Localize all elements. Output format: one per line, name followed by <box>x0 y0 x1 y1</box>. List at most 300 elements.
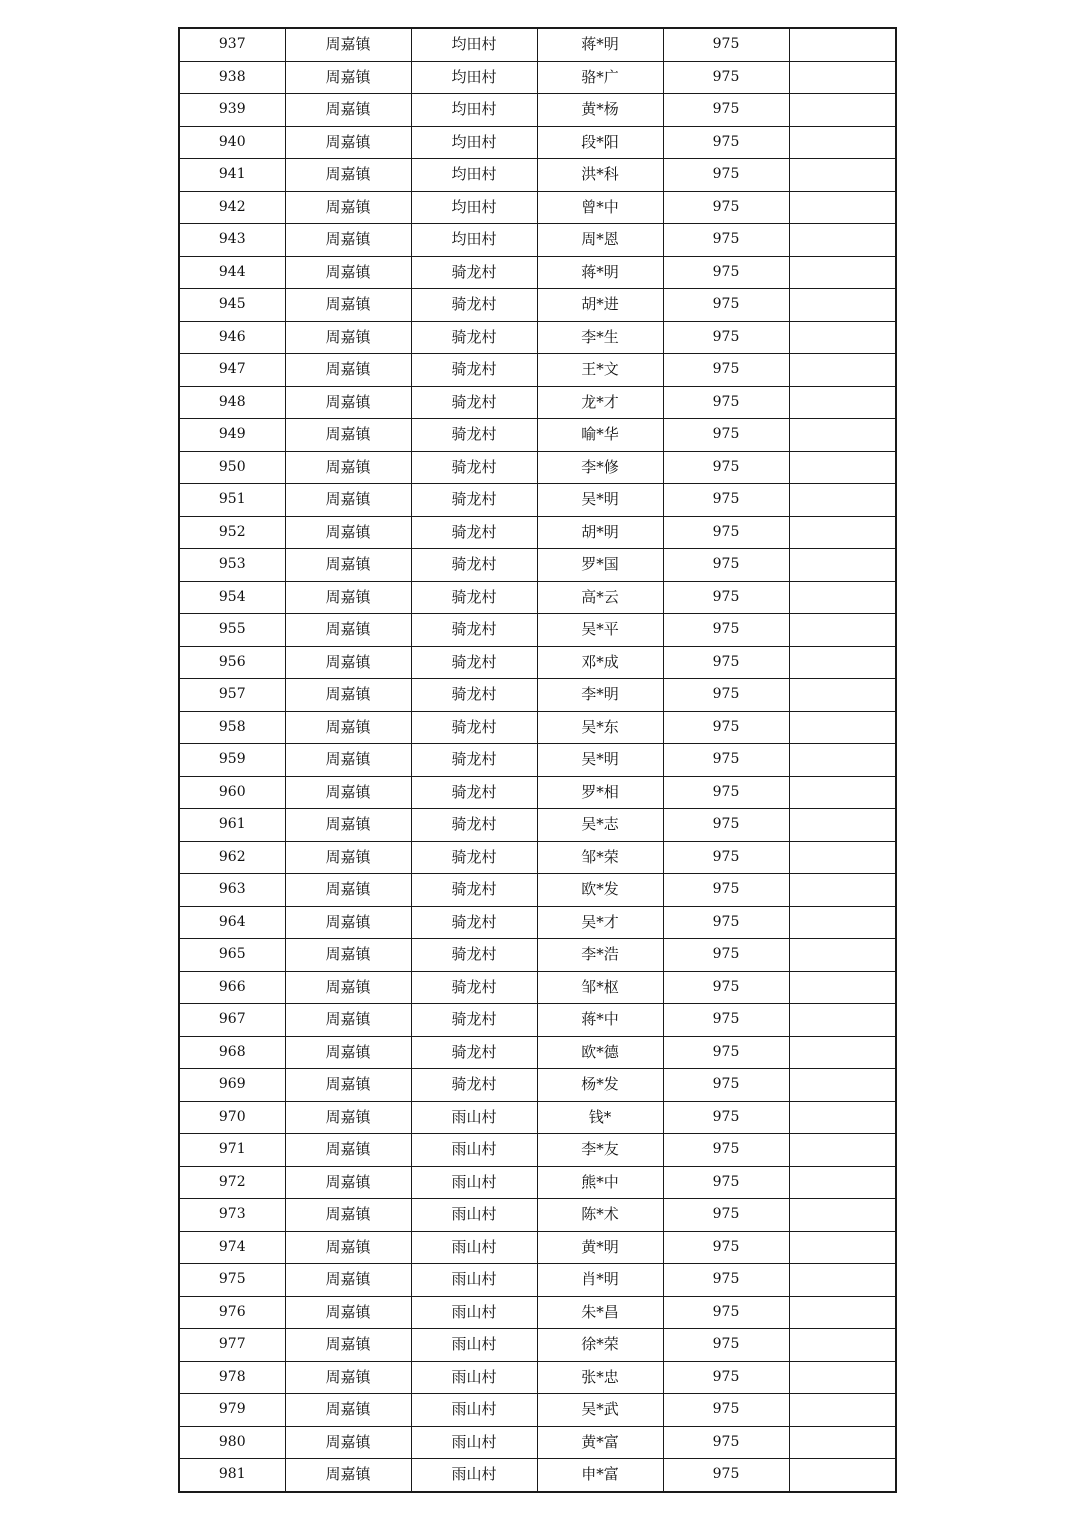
table-row <box>179 126 896 159</box>
table-row <box>179 1264 896 1297</box>
town-cell: 周嘉镇 <box>285 1004 411 1037</box>
table-row <box>179 354 896 387</box>
remarks-cell <box>789 1101 896 1134</box>
village-cell: 雨山村 <box>411 1231 537 1264</box>
table-row <box>179 1426 896 1459</box>
table-row <box>179 61 896 94</box>
village-cell: 均田村 <box>411 191 537 224</box>
remarks-cell <box>789 1231 896 1264</box>
serial-number-cell: 939 <box>179 94 285 127</box>
person-name-cell: 王*文 <box>537 354 663 387</box>
table-row <box>179 289 896 322</box>
village-cell: 雨山村 <box>411 1101 537 1134</box>
amount-cell: 975 <box>663 1394 789 1427</box>
person-name-cell: 欧*德 <box>537 1036 663 1069</box>
village-cell: 均田村 <box>411 28 537 61</box>
town-cell: 周嘉镇 <box>285 1166 411 1199</box>
town-cell: 周嘉镇 <box>285 614 411 647</box>
person-name-cell: 吴*明 <box>537 744 663 777</box>
person-name-cell: 申*富 <box>537 1459 663 1492</box>
person-name-cell: 洪*科 <box>537 159 663 192</box>
amount-cell: 975 <box>663 1264 789 1297</box>
town-cell: 周嘉镇 <box>285 776 411 809</box>
serial-number-cell: 949 <box>179 419 285 452</box>
amount-cell: 975 <box>663 159 789 192</box>
remarks-cell <box>789 971 896 1004</box>
village-cell: 均田村 <box>411 61 537 94</box>
village-cell: 骑龙村 <box>411 841 537 874</box>
town-cell: 周嘉镇 <box>285 419 411 452</box>
person-name-cell: 肖*明 <box>537 1264 663 1297</box>
amount-cell: 975 <box>663 1134 789 1167</box>
amount-cell: 975 <box>663 386 789 419</box>
person-name-cell: 吴*平 <box>537 614 663 647</box>
remarks-cell <box>789 191 896 224</box>
town-cell: 周嘉镇 <box>285 711 411 744</box>
amount-cell: 975 <box>663 906 789 939</box>
remarks-cell <box>789 874 896 907</box>
amount-cell: 975 <box>663 28 789 61</box>
remarks-cell <box>789 386 896 419</box>
person-name-cell: 李*友 <box>537 1134 663 1167</box>
serial-number-cell: 964 <box>179 906 285 939</box>
table-row <box>179 1134 896 1167</box>
table-row <box>179 809 896 842</box>
table-row <box>179 419 896 452</box>
table-row <box>179 191 896 224</box>
remarks-cell <box>789 1004 896 1037</box>
town-cell: 周嘉镇 <box>285 906 411 939</box>
remarks-cell <box>789 159 896 192</box>
village-cell: 骑龙村 <box>411 321 537 354</box>
table-row <box>179 776 896 809</box>
person-name-cell: 段*阳 <box>537 126 663 159</box>
town-cell: 周嘉镇 <box>285 386 411 419</box>
person-name-cell: 胡*进 <box>537 289 663 322</box>
village-cell: 雨山村 <box>411 1329 537 1362</box>
village-cell: 雨山村 <box>411 1166 537 1199</box>
village-cell: 骑龙村 <box>411 744 537 777</box>
amount-cell: 975 <box>663 1426 789 1459</box>
remarks-cell <box>789 126 896 159</box>
person-name-cell: 杨*发 <box>537 1069 663 1102</box>
serial-number-cell: 970 <box>179 1101 285 1134</box>
table-row <box>179 549 896 582</box>
serial-number-cell: 955 <box>179 614 285 647</box>
amount-cell: 975 <box>663 1199 789 1232</box>
town-cell: 周嘉镇 <box>285 1199 411 1232</box>
village-cell: 雨山村 <box>411 1199 537 1232</box>
serial-number-cell: 966 <box>179 971 285 1004</box>
town-cell: 周嘉镇 <box>285 1264 411 1297</box>
village-cell: 骑龙村 <box>411 1036 537 1069</box>
table-row <box>179 321 896 354</box>
remarks-cell <box>789 224 896 257</box>
amount-cell: 975 <box>663 1101 789 1134</box>
person-name-cell: 吴*东 <box>537 711 663 744</box>
village-cell: 骑龙村 <box>411 1004 537 1037</box>
remarks-cell <box>789 419 896 452</box>
remarks-cell <box>789 321 896 354</box>
table-row <box>179 1394 896 1427</box>
village-cell: 骑龙村 <box>411 289 537 322</box>
table-row <box>179 1101 896 1134</box>
person-name-cell: 邹*枢 <box>537 971 663 1004</box>
remarks-cell <box>789 28 896 61</box>
village-cell: 骑龙村 <box>411 614 537 647</box>
serial-number-cell: 952 <box>179 516 285 549</box>
town-cell: 周嘉镇 <box>285 1296 411 1329</box>
town-cell: 周嘉镇 <box>285 939 411 972</box>
amount-cell: 975 <box>663 711 789 744</box>
serial-number-cell: 944 <box>179 256 285 289</box>
town-cell: 周嘉镇 <box>285 354 411 387</box>
village-cell: 骑龙村 <box>411 711 537 744</box>
town-cell: 周嘉镇 <box>285 94 411 127</box>
amount-cell: 975 <box>663 646 789 679</box>
table-row <box>179 256 896 289</box>
amount-cell: 975 <box>663 1036 789 1069</box>
person-name-cell: 黄*明 <box>537 1231 663 1264</box>
village-cell: 均田村 <box>411 126 537 159</box>
village-cell: 骑龙村 <box>411 484 537 517</box>
town-cell: 周嘉镇 <box>285 1134 411 1167</box>
serial-number-cell: 938 <box>179 61 285 94</box>
village-cell: 雨山村 <box>411 1296 537 1329</box>
remarks-cell <box>789 484 896 517</box>
person-name-cell: 吴*志 <box>537 809 663 842</box>
remarks-cell <box>789 94 896 127</box>
table-row <box>179 744 896 777</box>
serial-number-cell: 978 <box>179 1361 285 1394</box>
table-row <box>179 1459 896 1492</box>
serial-number-cell: 967 <box>179 1004 285 1037</box>
table-row <box>179 94 896 127</box>
remarks-cell <box>789 1069 896 1102</box>
remarks-cell <box>789 516 896 549</box>
table-row <box>179 1036 896 1069</box>
remarks-cell <box>789 809 896 842</box>
village-cell: 雨山村 <box>411 1394 537 1427</box>
town-cell: 周嘉镇 <box>285 1426 411 1459</box>
town-cell: 周嘉镇 <box>285 484 411 517</box>
town-cell: 周嘉镇 <box>285 971 411 1004</box>
remarks-cell <box>789 1036 896 1069</box>
serial-number-cell: 959 <box>179 744 285 777</box>
table-row <box>179 1361 896 1394</box>
person-name-cell: 徐*荣 <box>537 1329 663 1362</box>
serial-number-cell: 945 <box>179 289 285 322</box>
remarks-cell <box>789 1166 896 1199</box>
serial-number-cell: 972 <box>179 1166 285 1199</box>
person-name-cell: 罗*国 <box>537 549 663 582</box>
roster-table-body <box>179 28 896 1492</box>
table-row <box>179 679 896 712</box>
person-name-cell: 邹*荣 <box>537 841 663 874</box>
remarks-cell <box>789 711 896 744</box>
serial-number-cell: 969 <box>179 1069 285 1102</box>
person-name-cell: 龙*才 <box>537 386 663 419</box>
town-cell: 周嘉镇 <box>285 549 411 582</box>
serial-number-cell: 946 <box>179 321 285 354</box>
table-row <box>179 516 896 549</box>
person-name-cell: 欧*发 <box>537 874 663 907</box>
table-row <box>179 484 896 517</box>
village-cell: 骑龙村 <box>411 809 537 842</box>
town-cell: 周嘉镇 <box>285 224 411 257</box>
village-cell: 骑龙村 <box>411 874 537 907</box>
serial-number-cell: 961 <box>179 809 285 842</box>
table-row <box>179 906 896 939</box>
town-cell: 周嘉镇 <box>285 679 411 712</box>
amount-cell: 975 <box>663 1361 789 1394</box>
table-row <box>179 159 896 192</box>
amount-cell: 975 <box>663 1459 789 1492</box>
table-row <box>179 939 896 972</box>
remarks-cell <box>789 549 896 582</box>
person-name-cell: 张*忠 <box>537 1361 663 1394</box>
table-row <box>179 1231 896 1264</box>
village-cell: 骑龙村 <box>411 256 537 289</box>
amount-cell: 975 <box>663 614 789 647</box>
amount-cell: 975 <box>663 776 789 809</box>
town-cell: 周嘉镇 <box>285 1329 411 1362</box>
town-cell: 周嘉镇 <box>285 1069 411 1102</box>
table-row <box>179 971 896 1004</box>
town-cell: 周嘉镇 <box>285 581 411 614</box>
amount-cell: 975 <box>663 224 789 257</box>
village-cell: 骑龙村 <box>411 549 537 582</box>
person-name-cell: 熊*中 <box>537 1166 663 1199</box>
village-cell: 均田村 <box>411 159 537 192</box>
table-row <box>179 646 896 679</box>
village-cell: 均田村 <box>411 94 537 127</box>
village-cell: 骑龙村 <box>411 451 537 484</box>
serial-number-cell: 956 <box>179 646 285 679</box>
amount-cell: 975 <box>663 841 789 874</box>
table-row <box>179 841 896 874</box>
village-cell: 骑龙村 <box>411 1069 537 1102</box>
town-cell: 周嘉镇 <box>285 646 411 679</box>
serial-number-cell: 962 <box>179 841 285 874</box>
remarks-cell <box>789 939 896 972</box>
amount-cell: 975 <box>663 516 789 549</box>
amount-cell: 975 <box>663 874 789 907</box>
table-row <box>179 1199 896 1232</box>
amount-cell: 975 <box>663 939 789 972</box>
town-cell: 周嘉镇 <box>285 1361 411 1394</box>
village-cell: 骑龙村 <box>411 939 537 972</box>
remarks-cell <box>789 841 896 874</box>
town-cell: 周嘉镇 <box>285 1036 411 1069</box>
town-cell: 周嘉镇 <box>285 321 411 354</box>
amount-cell: 975 <box>663 1296 789 1329</box>
serial-number-cell: 950 <box>179 451 285 484</box>
amount-cell: 975 <box>663 1004 789 1037</box>
town-cell: 周嘉镇 <box>285 874 411 907</box>
serial-number-cell: 963 <box>179 874 285 907</box>
amount-cell: 975 <box>663 256 789 289</box>
person-name-cell: 喻*华 <box>537 419 663 452</box>
town-cell: 周嘉镇 <box>285 126 411 159</box>
town-cell: 周嘉镇 <box>285 1459 411 1492</box>
remarks-cell <box>789 61 896 94</box>
person-name-cell: 李*修 <box>537 451 663 484</box>
serial-number-cell: 943 <box>179 224 285 257</box>
serial-number-cell: 979 <box>179 1394 285 1427</box>
town-cell: 周嘉镇 <box>285 191 411 224</box>
amount-cell: 975 <box>663 1166 789 1199</box>
remarks-cell <box>789 1394 896 1427</box>
person-name-cell: 李*浩 <box>537 939 663 972</box>
town-cell: 周嘉镇 <box>285 451 411 484</box>
village-cell: 均田村 <box>411 224 537 257</box>
serial-number-cell: 947 <box>179 354 285 387</box>
serial-number-cell: 976 <box>179 1296 285 1329</box>
person-name-cell: 吴*才 <box>537 906 663 939</box>
person-name-cell: 蒋*明 <box>537 28 663 61</box>
amount-cell: 975 <box>663 971 789 1004</box>
table-row <box>179 28 896 61</box>
serial-number-cell: 971 <box>179 1134 285 1167</box>
serial-number-cell: 977 <box>179 1329 285 1362</box>
town-cell: 周嘉镇 <box>285 256 411 289</box>
person-name-cell: 罗*相 <box>537 776 663 809</box>
town-cell: 周嘉镇 <box>285 841 411 874</box>
town-cell: 周嘉镇 <box>285 28 411 61</box>
remarks-cell <box>789 256 896 289</box>
village-cell: 骑龙村 <box>411 971 537 1004</box>
remarks-cell <box>789 744 896 777</box>
serial-number-cell: 940 <box>179 126 285 159</box>
amount-cell: 975 <box>663 1329 789 1362</box>
serial-number-cell: 941 <box>179 159 285 192</box>
amount-cell: 975 <box>663 679 789 712</box>
serial-number-cell: 960 <box>179 776 285 809</box>
person-name-cell: 邓*成 <box>537 646 663 679</box>
village-cell: 骑龙村 <box>411 386 537 419</box>
amount-cell: 975 <box>663 581 789 614</box>
remarks-cell <box>789 354 896 387</box>
remarks-cell <box>789 679 896 712</box>
serial-number-cell: 937 <box>179 28 285 61</box>
amount-cell: 975 <box>663 61 789 94</box>
village-cell: 骑龙村 <box>411 776 537 809</box>
serial-number-cell: 974 <box>179 1231 285 1264</box>
town-cell: 周嘉镇 <box>285 809 411 842</box>
serial-number-cell: 973 <box>179 1199 285 1232</box>
serial-number-cell: 965 <box>179 939 285 972</box>
amount-cell: 975 <box>663 484 789 517</box>
person-name-cell: 朱*昌 <box>537 1296 663 1329</box>
person-name-cell: 高*云 <box>537 581 663 614</box>
table-row <box>179 451 896 484</box>
remarks-cell <box>789 1296 896 1329</box>
remarks-cell <box>789 1459 896 1492</box>
person-name-cell: 曾*中 <box>537 191 663 224</box>
amount-cell: 975 <box>663 419 789 452</box>
table-row <box>179 1166 896 1199</box>
town-cell: 周嘉镇 <box>285 516 411 549</box>
amount-cell: 975 <box>663 354 789 387</box>
table-row <box>179 386 896 419</box>
village-cell: 骑龙村 <box>411 646 537 679</box>
remarks-cell <box>789 581 896 614</box>
person-name-cell: 骆*广 <box>537 61 663 94</box>
serial-number-cell: 981 <box>179 1459 285 1492</box>
serial-number-cell: 980 <box>179 1426 285 1459</box>
table-row <box>179 1296 896 1329</box>
village-cell: 雨山村 <box>411 1264 537 1297</box>
remarks-cell <box>789 646 896 679</box>
serial-number-cell: 958 <box>179 711 285 744</box>
person-name-cell: 周*恩 <box>537 224 663 257</box>
town-cell: 周嘉镇 <box>285 61 411 94</box>
remarks-cell <box>789 289 896 322</box>
village-cell: 雨山村 <box>411 1426 537 1459</box>
table-row <box>179 711 896 744</box>
remarks-cell <box>789 1134 896 1167</box>
person-name-cell: 蒋*明 <box>537 256 663 289</box>
remarks-cell <box>789 1426 896 1459</box>
person-name-cell: 钱* <box>537 1101 663 1134</box>
town-cell: 周嘉镇 <box>285 1101 411 1134</box>
table-row <box>179 1329 896 1362</box>
serial-number-cell: 942 <box>179 191 285 224</box>
village-cell: 雨山村 <box>411 1361 537 1394</box>
table-row <box>179 614 896 647</box>
person-name-cell: 李*明 <box>537 679 663 712</box>
town-cell: 周嘉镇 <box>285 289 411 322</box>
person-name-cell: 黄*富 <box>537 1426 663 1459</box>
roster-table <box>178 27 897 1493</box>
table-row <box>179 874 896 907</box>
village-cell: 骑龙村 <box>411 679 537 712</box>
table-row <box>179 581 896 614</box>
person-name-cell: 黄*杨 <box>537 94 663 127</box>
remarks-cell <box>789 906 896 939</box>
table-row <box>179 1069 896 1102</box>
village-cell: 骑龙村 <box>411 906 537 939</box>
serial-number-cell: 954 <box>179 581 285 614</box>
remarks-cell <box>789 1361 896 1394</box>
remarks-cell <box>789 614 896 647</box>
serial-number-cell: 951 <box>179 484 285 517</box>
amount-cell: 975 <box>663 191 789 224</box>
serial-number-cell: 948 <box>179 386 285 419</box>
town-cell: 周嘉镇 <box>285 1394 411 1427</box>
village-cell: 骑龙村 <box>411 581 537 614</box>
town-cell: 周嘉镇 <box>285 1231 411 1264</box>
village-cell: 骑龙村 <box>411 354 537 387</box>
village-cell: 雨山村 <box>411 1134 537 1167</box>
amount-cell: 975 <box>663 451 789 484</box>
remarks-cell <box>789 776 896 809</box>
person-name-cell: 李*生 <box>537 321 663 354</box>
amount-cell: 975 <box>663 126 789 159</box>
village-cell: 骑龙村 <box>411 419 537 452</box>
amount-cell: 975 <box>663 94 789 127</box>
remarks-cell <box>789 1199 896 1232</box>
amount-cell: 975 <box>663 744 789 777</box>
village-cell: 骑龙村 <box>411 516 537 549</box>
remarks-cell <box>789 1264 896 1297</box>
serial-number-cell: 957 <box>179 679 285 712</box>
table-row <box>179 224 896 257</box>
person-name-cell: 胡*明 <box>537 516 663 549</box>
serial-number-cell: 953 <box>179 549 285 582</box>
person-name-cell: 陈*术 <box>537 1199 663 1232</box>
